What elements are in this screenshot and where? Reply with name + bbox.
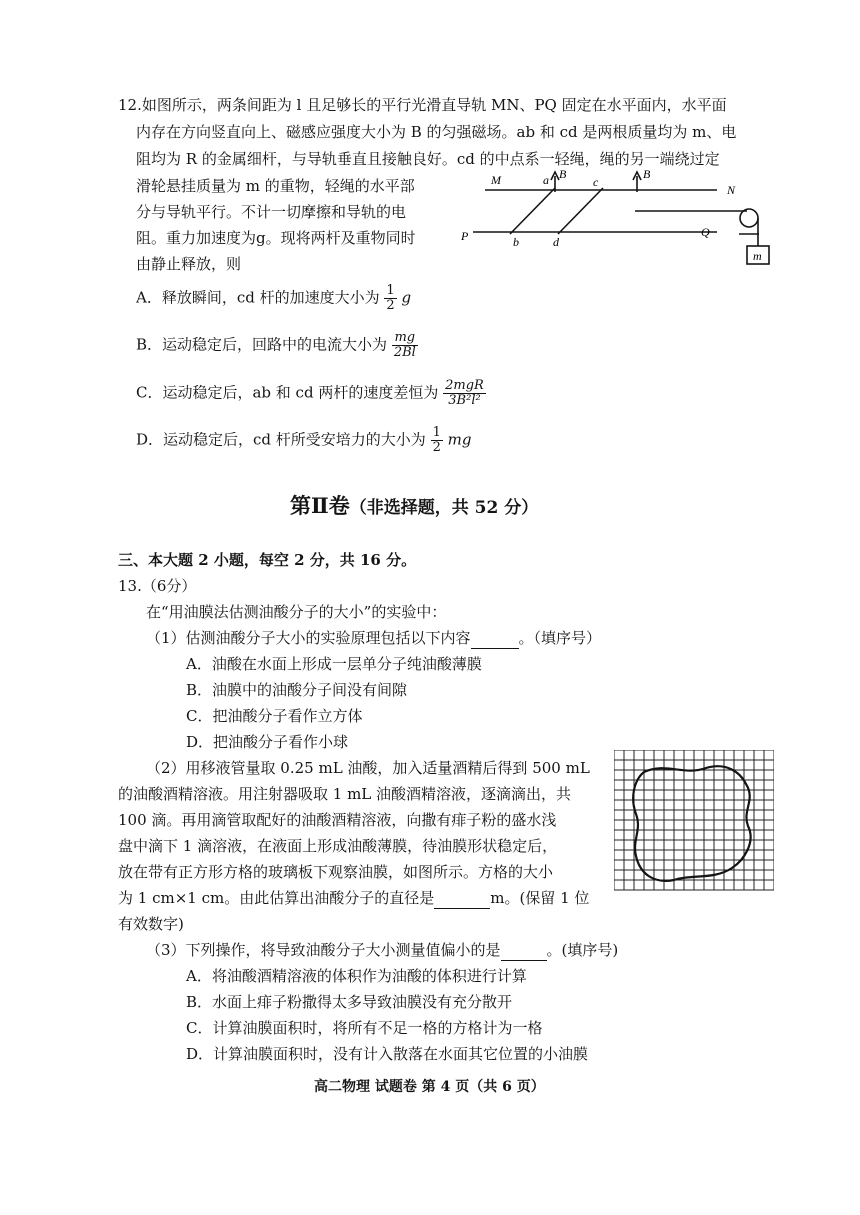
label-c: c: [593, 175, 599, 189]
label-Q: Q: [701, 225, 710, 239]
q13-s1: （1）估测油酸分子大小的实验原理包括以下内容 。（填序号）: [146, 629, 602, 647]
q12-line-4: 滑轮悬挂质量为 m 的重物，轻绳的水平部: [136, 177, 415, 195]
section-2-title: 第Ⅱ卷: [290, 493, 350, 518]
q13-head: 13.（6分）: [118, 577, 197, 595]
q13-s3-opt-c: C．计算油膜面积时，将所有不足一格的方格计为一格: [186, 1019, 543, 1037]
q12-line-3: 阻均为 R 的金属细杆，与导轨垂直且接触良好。cd 的中点系一轻绳，绳的另一端绕过定: [136, 150, 720, 168]
answer-blank-2[interactable]: [434, 888, 490, 909]
option-a-fraction: $\frac{1}{2}$: [386, 283, 395, 313]
answer-blank-1[interactable]: [471, 628, 519, 649]
q12-option-c: C．运动稳定后，ab 和 cd 两杆的速度差恒为 $\frac{\text{2mgR}}{\text{3B²l²}}$: [136, 378, 484, 408]
page-footer: 高二物理 试题卷 第 4 页（共 6 页）: [314, 1079, 545, 1095]
q13-s2-line-4: 盘中滴下 1 滴溶液，在液面上形成油酸薄膜，待油膜形状稳定后，: [118, 837, 558, 855]
label-b: b: [513, 235, 519, 249]
q13-intro: 在“用油膜法估测油酸分子的大小”的实验中：: [146, 603, 447, 621]
q12-option-a: A．释放瞬间，cd 杆的加速度大小为 $\frac{1}{2}$ g: [136, 283, 412, 313]
q13-s3-opt-b: B．水面上痱子粉撒得太多导致油膜没有充分散开: [186, 993, 513, 1011]
q13-s1-opt-b: B．油膜中的油酸分子间没有间隙: [186, 681, 408, 699]
option-b-fraction: $\frac{mg}{2Bl}$: [393, 330, 416, 360]
q13-s3-opt-a: A．将油酸酒精溶液的体积作为油酸的体积进行计算: [186, 967, 527, 985]
q13-s2-line-1: （2）用移液管量取 0.25 mL 油酸，加入适量酒精后得到 500 mL: [146, 759, 590, 777]
oil-film-grid: [614, 750, 774, 898]
part-3-heading: 三、本大题 2 小题，每空 2 分，共 16 分。: [118, 551, 417, 569]
q12-option-d: D．运动稳定后，cd 杆所受安培力的大小为 $\frac{1}{2}$ mg: [136, 425, 472, 455]
rod-ab: [510, 188, 555, 234]
q12-line-5: 分与导轨平行。不计一切摩擦和导轨的电: [136, 203, 407, 221]
label-B2: B: [643, 167, 651, 181]
q13-s1-opt-c: C．把油酸分子看作立方体: [186, 707, 363, 725]
q12-line-6: 阻。重力加速度为g。现将两杆及重物同时: [136, 229, 416, 247]
q13-s2-line-3: 100 滴。再用滴管取配好的油酸酒精溶液，向撒有痱子粉的盛水浅: [118, 811, 557, 829]
q13-s2-line-5: 放在带有正方形方格的玻璃板下观察油膜，如图所示。方格的大小: [118, 863, 554, 881]
q13-s2-line-2: 的油酸酒精溶液。用注射器吸取 1 mL 油酸酒精溶液，逐滴滴出，共: [118, 785, 572, 803]
q13-s2-line-6: 为 1 cm×1 cm。由此估算出油酸分子的直径是 m。(保留 1 位: [118, 889, 590, 907]
answer-blank-3[interactable]: [501, 940, 547, 961]
q13-s2-line-7: 有效数字): [118, 915, 184, 933]
label-d: d: [553, 235, 559, 249]
option-d-fraction: $\frac{1}{2}$: [432, 425, 441, 455]
label-M: M: [491, 173, 501, 187]
q13-s3: （3）下列操作，将导致油酸分子大小测量值偏小的是 。(填序号): [146, 941, 619, 959]
q13-s1-opt-a: A．油酸在水面上形成一层单分子纯油酸薄膜: [186, 655, 482, 673]
q12-line-7: 由静止释放，则: [136, 255, 242, 273]
rod-cd: [558, 188, 603, 234]
q13-s3-opt-d: D．计算油膜面积时，没有计入散落在水面其它位置的小油膜: [186, 1045, 589, 1063]
label-B1: B: [559, 167, 567, 181]
label-P: P: [461, 229, 469, 243]
q12-option-b: B．运动稳定后，回路中的电流大小为 $\frac{mg}{2Bl}$: [136, 330, 416, 360]
q13-s1-opt-d: D．把油酸分子看作小球: [186, 733, 349, 751]
rail-diagram: [455, 162, 775, 274]
oil-film-outline: [633, 766, 750, 881]
q12-line-2: 内存在方向竖直向上、磁感应强度大小为 B 的匀强磁场。ab 和 cd 是两根质量均为 m、电: [136, 123, 737, 141]
label-N: N: [727, 183, 736, 197]
section-2-heading: [290, 490, 538, 520]
section-2-subtitle: （非选择题，共 52 分）: [349, 498, 539, 518]
q12-line-1: 12.如图所示，两条间距为 l 且足够长的平行光滑直导轨 MN、PQ 固定在水平面内，水平面: [118, 96, 727, 114]
pulley: [740, 209, 758, 227]
option-c-fraction: $\frac{\text{2mgR}}{\text{3B²l²}}$: [445, 378, 484, 408]
label-a: a: [543, 173, 549, 187]
label-m: m: [753, 249, 762, 263]
